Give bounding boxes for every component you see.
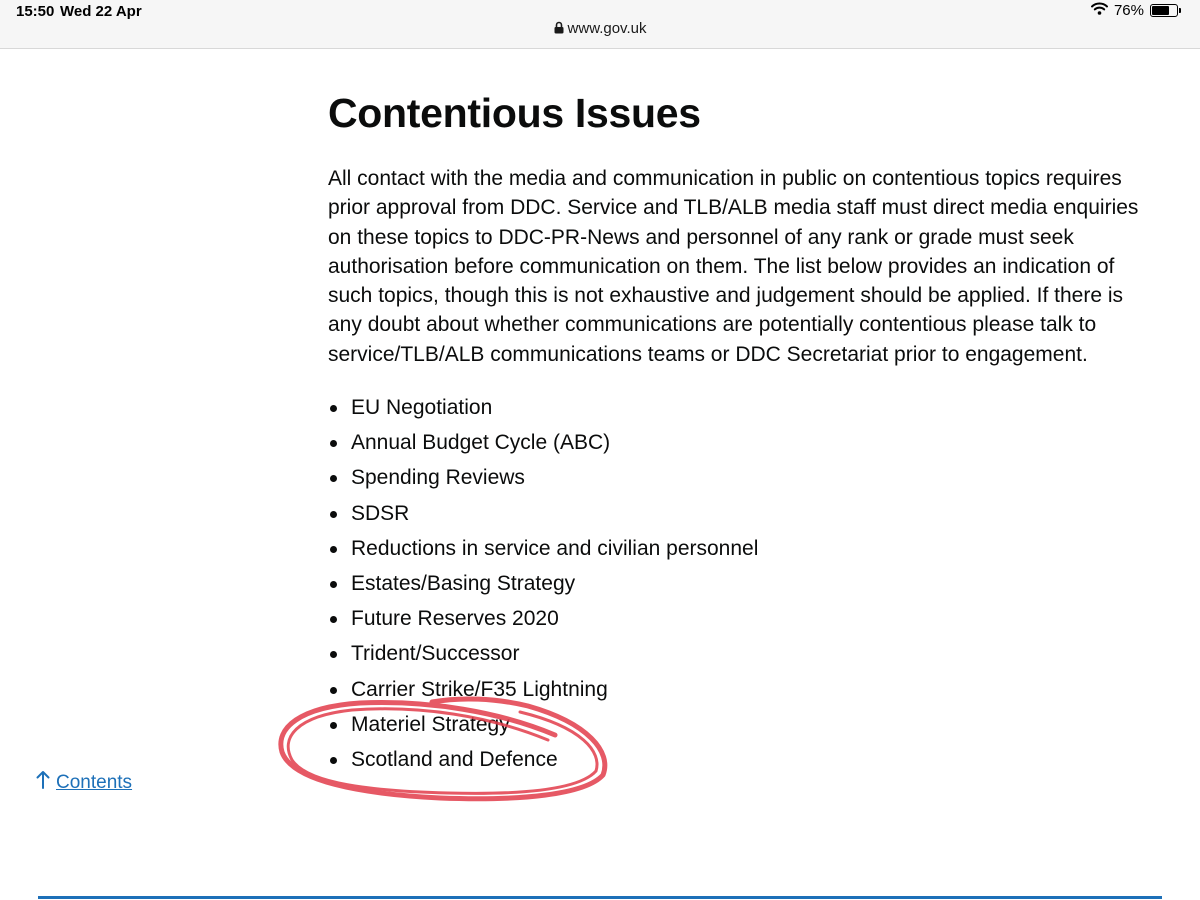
topics-list bbox=[328, 390, 758, 777]
list-item: Reductions in service and civilian personnel bbox=[328, 531, 758, 566]
footer-divider bbox=[38, 896, 1162, 899]
list-item: Future Reserves 2020 bbox=[328, 601, 758, 636]
address-bar[interactable] bbox=[0, 20, 1200, 38]
list-item: Scotland and Defence bbox=[328, 742, 758, 777]
battery-percent: 76% bbox=[1113, 2, 1144, 19]
lock-icon bbox=[554, 21, 564, 38]
intro-line: prior approval from DDC. Service and TLB/ALB media staff must direct media enquiries bbox=[328, 196, 1139, 220]
intro-line: service/TLB/ALB communications teams or DDC Secretariat prior to engagement. bbox=[328, 342, 1088, 366]
list-item: Estates/Basing Strategy bbox=[328, 566, 758, 601]
list-item: Trident/Successor bbox=[328, 636, 758, 671]
list-item: Materiel Strategy bbox=[328, 707, 758, 742]
battery-icon bbox=[1150, 4, 1178, 17]
intro-paragraph bbox=[328, 164, 1158, 369]
list-item: Annual Budget Cycle (ABC) bbox=[328, 425, 758, 460]
list-item: EU Negotiation bbox=[328, 390, 758, 425]
contents-link[interactable] bbox=[36, 770, 132, 795]
status-indicators bbox=[1091, 2, 1178, 19]
status-bar bbox=[0, 0, 1200, 49]
list-item: SDSR bbox=[328, 496, 758, 531]
intro-line: authorisation before communication on them. The list below provides an indication of bbox=[328, 254, 1115, 278]
list-item: Carrier Strike/F35 Lightning bbox=[328, 672, 758, 707]
page-title: Contentious Issues bbox=[328, 90, 701, 136]
intro-line: All contact with the media and communication in public on contentious topics requires bbox=[328, 167, 1122, 190]
contents-link-label: Contents bbox=[56, 771, 133, 793]
wifi-icon bbox=[1091, 2, 1108, 19]
status-date: Wed 22 Apr bbox=[60, 3, 142, 20]
intro-line: any doubt about whether communications are potentially contentious please talk to bbox=[328, 313, 1097, 337]
list-item: Spending Reviews bbox=[328, 460, 758, 495]
intro-line: such topics, though this is not exhaustive and judgement should be applied. If there is bbox=[328, 284, 1124, 308]
status-time: 15:50 bbox=[16, 3, 55, 20]
arrow-up-icon bbox=[36, 770, 50, 795]
url-text: www.gov.uk bbox=[567, 20, 647, 37]
intro-line: on these topics to DDC-PR-News and personnel of any rank or grade must seek bbox=[328, 225, 1074, 249]
